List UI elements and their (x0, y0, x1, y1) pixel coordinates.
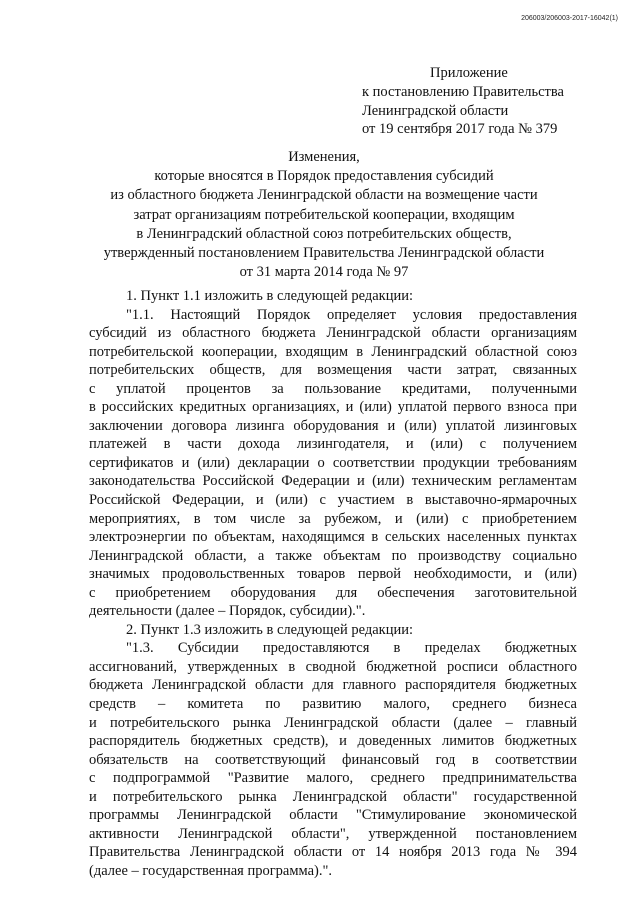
appendix-line: Приложение (430, 65, 508, 81)
body-line: бюджета Ленинградской области для главного распорядителя бюджетных (89, 677, 577, 694)
title-line: утвержденный постановлением Правительства Ленинградской области (103, 245, 545, 262)
body-line: Ленинградской области, а также объектам по производству социально (89, 547, 577, 564)
title-line: в Ленинградский областной союз потребительских обществ, (136, 225, 512, 242)
document-title (70, 148, 578, 282)
body-line: платежей в части дохода лизингодателя, и (или) с получением (89, 436, 577, 453)
body-line: мероприятиях, в том числе за рубежом, и (или) с приобретением (89, 510, 577, 527)
title-line: от 31 марта 2014 года № 97 (239, 264, 409, 281)
body-line: активности Ленинградской области", утвержденной постановлением (89, 825, 577, 842)
body-line: с подпрограммой "Развитие малого, среднего предпринимательства (89, 770, 577, 787)
body-line: законодательства Российской Федерации и (или) техническим регламентам (89, 473, 577, 490)
body-line: Правительства Ленинградской области от 14 ноября 2013 года № 394 (89, 844, 577, 861)
appendix-line: Ленинградской области (362, 102, 509, 119)
document-code: 206003/206003-2017-16042(1) (521, 15, 618, 22)
body-line: потребительских обществ, для возмещения части затрат, связанных (89, 362, 577, 379)
title-line: которые вносятся в Порядок предоставления субсидий (154, 168, 494, 185)
title-line: из областного бюджета Ленинградской области на возмещение части (110, 187, 538, 204)
body-line: и потребительского рынка Ленинградской области (далее – главный (89, 714, 577, 731)
appendix-line: к постановлению Правительства (362, 83, 564, 100)
document-body (89, 287, 577, 881)
body-line: потребительской кооперации, входящим в Ленинградский областной союз (89, 343, 577, 360)
appendix-line: от 19 сентября 2017 года № 379 (362, 121, 558, 138)
body-line: сертификатов и (или) декларации о соответствии продукции требованиям (89, 454, 577, 471)
title-line: Изменения, (288, 149, 360, 165)
title-line: затрат организациям потребительской кооперации, входящим (133, 206, 515, 223)
body-line: заключении договора лизинга оборудования и (или) уплатой лизинговых (89, 417, 577, 434)
body-line: деятельности (далее – Порядок, субсидии).". (89, 603, 366, 620)
body-line: 2. Пункт 1.3 изложить в следующей редакции: (126, 621, 414, 638)
body-line: Российской Федерации, и (или) с участием в выставочно-ярмарочных (89, 492, 577, 509)
body-line: с уплатой процентов за пользование кредитами, полученными (89, 380, 577, 397)
appendix-block (362, 64, 612, 139)
body-line: (далее – государственная программа).". (89, 862, 333, 879)
body-line: в российских кредитных организациях, и (или) уплатой первого взноса при (89, 399, 577, 416)
body-line: с приобретением оборудования для обеспечения заготовительной (89, 584, 577, 601)
body-line: и потребительского рынка Ленинградской области" государственной (89, 788, 577, 805)
body-line: значимых продовольственных товаров первой необходимости, и (или) (89, 566, 577, 583)
body-line: электроэнергии по объектам, находящимся в сельских населенных пунктах (89, 529, 577, 546)
body-line: распорядитель бюджетных средств), и доведенных лимитов бюджетных (89, 733, 577, 750)
body-line: 1. Пункт 1.1 изложить в следующей редакции: (126, 288, 414, 304)
body-line: программы Ленинградской области "Стимулирование экономической (89, 807, 577, 824)
body-line: ассигнований, утвержденных в сводной бюджетной росписи областного (89, 658, 577, 675)
body-line: субсидий из областного бюджета Ленинградской области организациям (89, 325, 577, 342)
body-line: обязательств на соответствующий финансовый год в соответствии (89, 751, 577, 768)
body-line: средств – комитета по развитию малого, среднего бизнеса (89, 696, 577, 713)
body-line: "1.1. Настоящий Порядок определяет условия предоставления (126, 306, 577, 323)
body-line: "1.3. Субсидии предоставляются в пределах бюджетных (126, 640, 577, 657)
